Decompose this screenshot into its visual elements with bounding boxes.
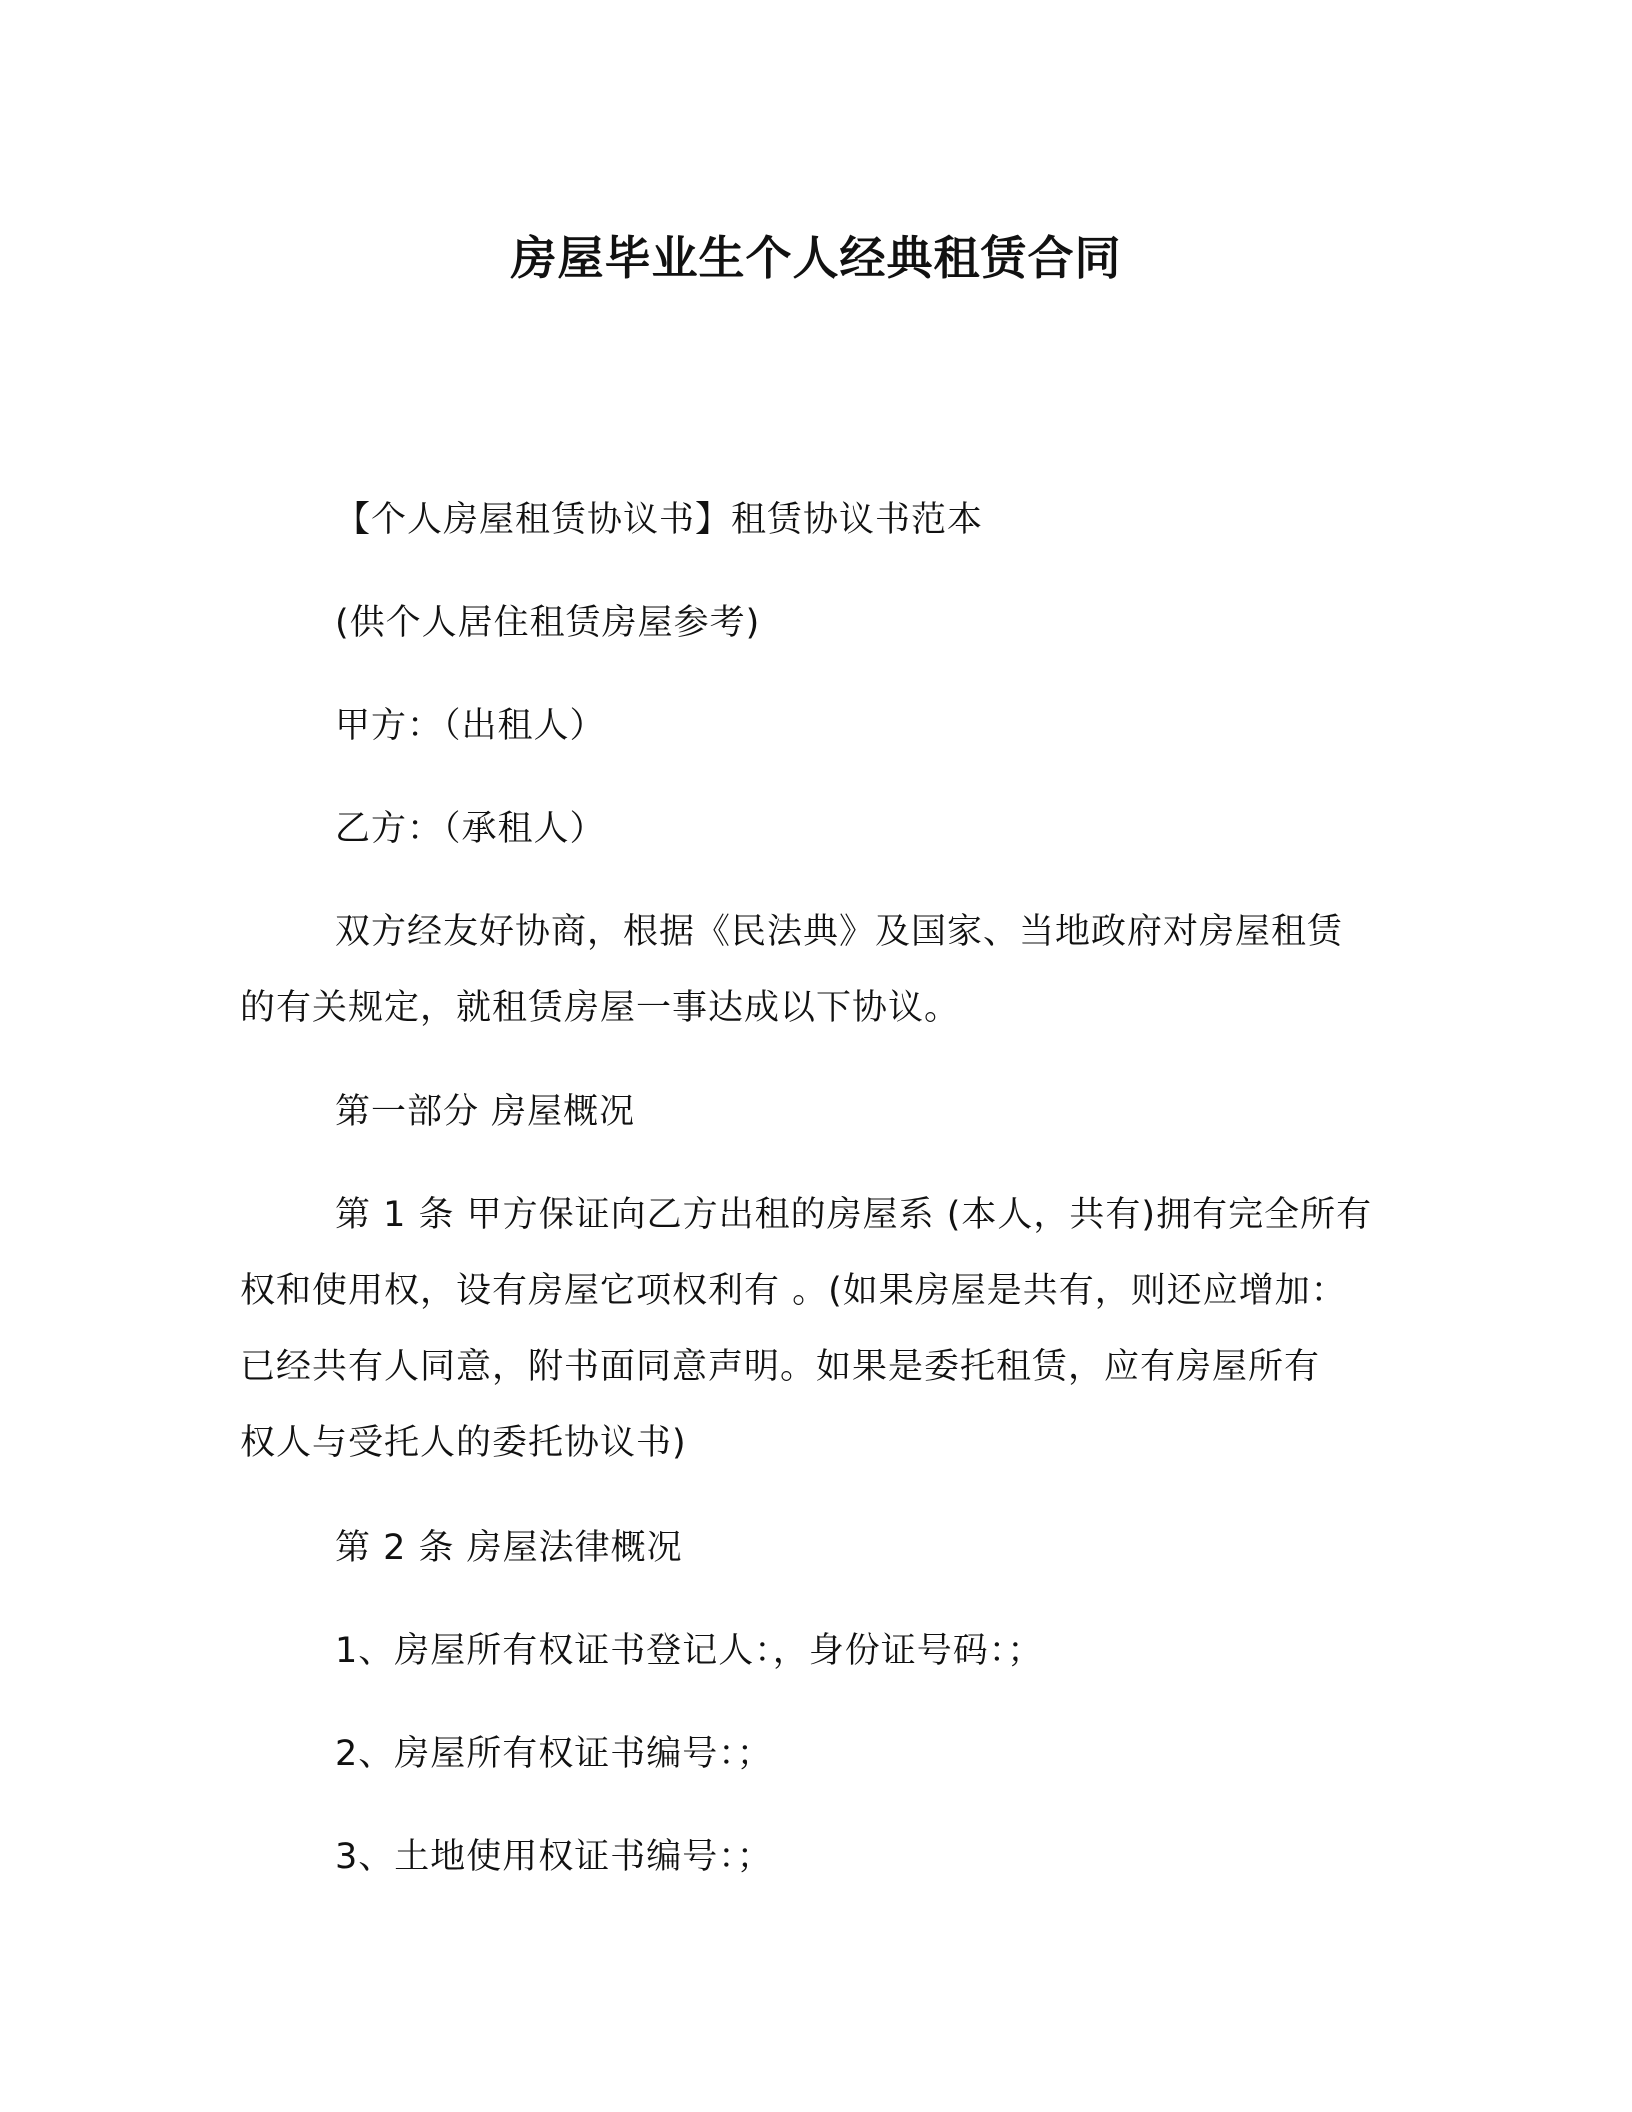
agreement-heading: 【个人房屋租赁协议书】租赁协议书范本 — [335, 500, 984, 540]
party-a-line: 甲方：（出租人） — [335, 706, 606, 746]
part1-heading: 第一部分 房屋概况 — [335, 1092, 636, 1132]
article1-line: 权和使用权，设有房屋它项权利有 。(如果房屋是共有，则还应增加： — [240, 1271, 1347, 1311]
article1-line: 已经共有人同意，附书面同意声明。如果是委托租赁，应有房屋所有 — [240, 1347, 1321, 1387]
article2-heading: 第 2 条 房屋法律概况 — [335, 1528, 683, 1568]
intro-paragraph — [240, 894, 1390, 1046]
article1-paragraph — [240, 1177, 1390, 1481]
article1-line: 第 1 条 甲方保证向乙方出租的房屋系 (本人，共有)拥有完全所有 — [335, 1195, 1373, 1235]
list-item: 1、房屋所有权证书登记人：，身份证号码：； — [335, 1631, 1044, 1671]
list-item: 3、土地使用权证书编号：； — [335, 1837, 773, 1877]
article1-line: 权人与受托人的委托协议书) — [240, 1423, 687, 1463]
intro-line: 双方经友好协商，根据《民法典》及国家、当地政府对房屋租赁 — [335, 912, 1344, 952]
agreement-subtitle: (供个人居住租赁房屋参考) — [335, 603, 761, 643]
list-item: 2、房屋所有权证书编号：； — [335, 1734, 773, 1774]
document-title: 房屋毕业生个人经典租赁合同 — [510, 231, 1122, 285]
party-b-line: 乙方：（承租人） — [335, 809, 606, 849]
intro-line: 的有关规定，就租赁房屋一事达成以下协议。 — [240, 988, 961, 1028]
